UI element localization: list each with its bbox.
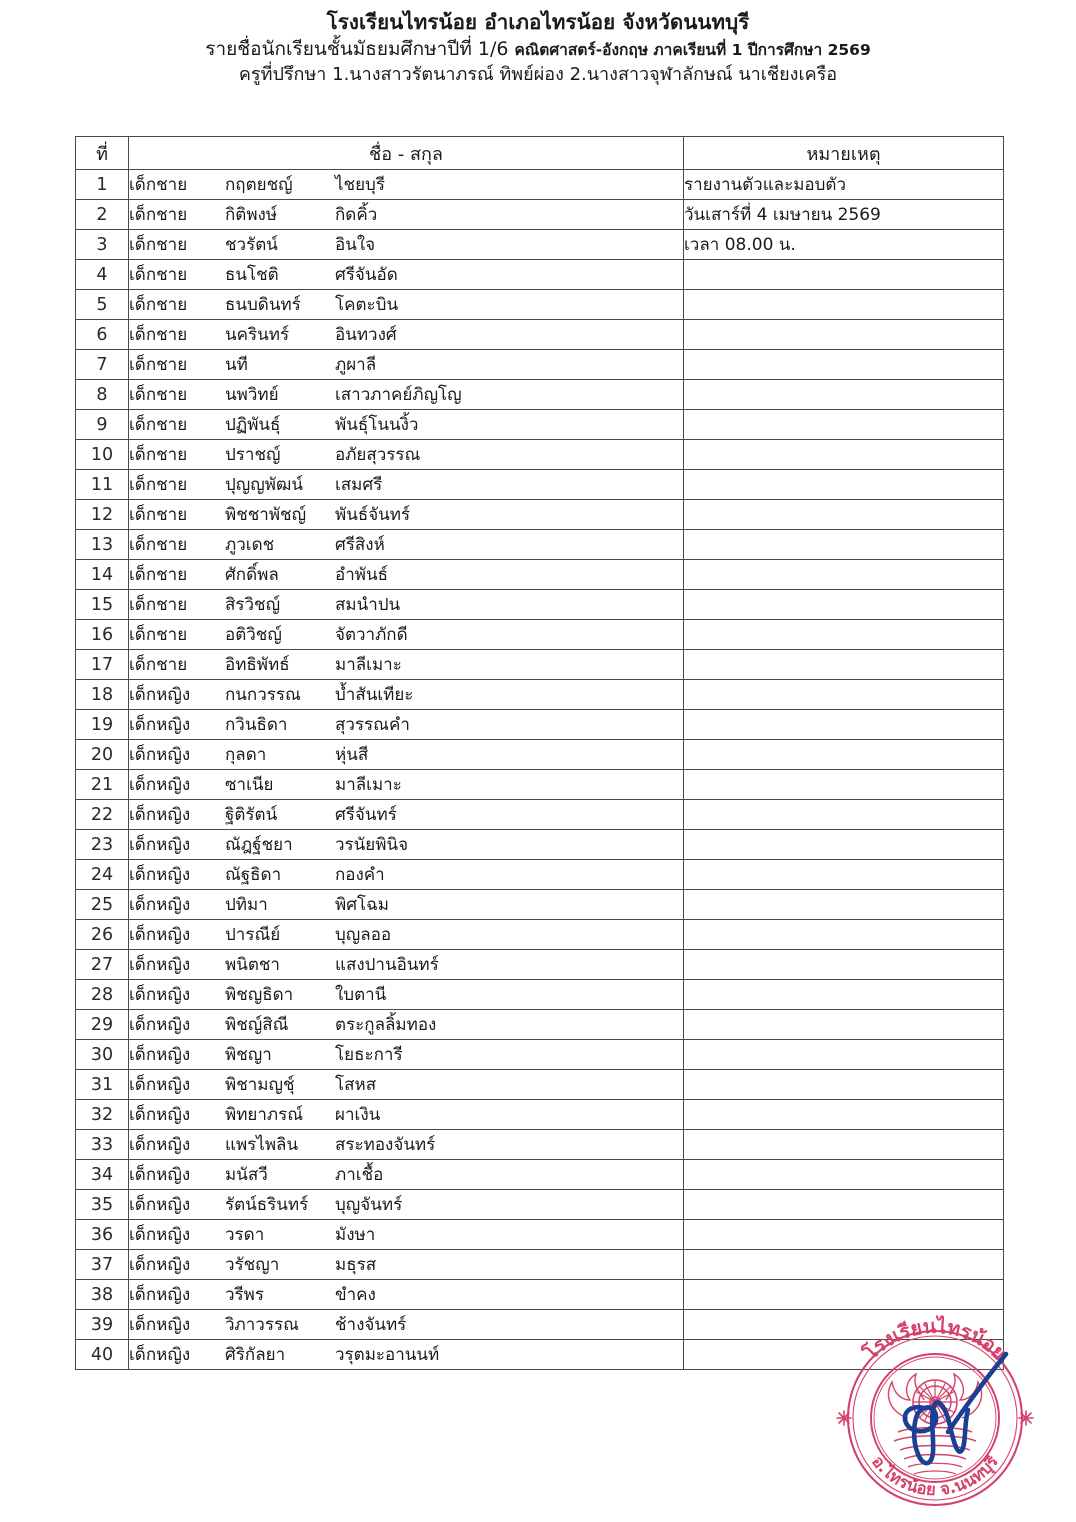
student-given-name: กฤตยชญ์ — [225, 175, 293, 195]
student-given-name: กิติพงษ์ — [225, 205, 278, 225]
table-row — [76, 200, 1004, 230]
cell-student-name — [129, 770, 684, 800]
cell-student-name — [129, 620, 684, 650]
student-prefix: เด็กหญิง — [129, 1195, 191, 1215]
student-prefix: เด็กหญิง — [129, 985, 191, 1005]
cell-note: เวลา 08.00 น. — [684, 230, 1004, 260]
cell-student-number: 12 — [76, 500, 129, 530]
table-row — [76, 260, 1004, 290]
cell-note — [684, 1310, 1004, 1340]
student-surname: มธุรส — [335, 1255, 377, 1275]
table-row — [76, 230, 1004, 260]
cell-student-number: 3 — [76, 230, 129, 260]
student-surname: อินทวงศ์ — [335, 325, 397, 345]
student-surname: วรุตมะอานนท์ — [335, 1345, 440, 1365]
cell-student-name — [129, 1100, 684, 1130]
student-prefix: เด็กชาย — [129, 355, 188, 375]
student-surname: พันธุ์โนนงิ้ว — [335, 415, 419, 435]
student-given-name: ธนบดินทร์ — [225, 295, 301, 315]
cell-student-number: 19 — [76, 710, 129, 740]
student-prefix: เด็กหญิง — [129, 955, 191, 975]
student-prefix: เด็กชาย — [129, 295, 188, 315]
cell-student-name — [129, 890, 684, 920]
student-given-name: นที — [225, 355, 248, 375]
cell-student-number: 34 — [76, 1160, 129, 1190]
cell-note — [684, 1100, 1004, 1130]
table-row — [76, 650, 1004, 680]
student-prefix: เด็กหญิง — [129, 1345, 191, 1365]
cell-student-name — [129, 980, 684, 1010]
cell-student-number: 4 — [76, 260, 129, 290]
cell-student-name — [129, 830, 684, 860]
cell-note — [684, 920, 1004, 950]
cell-student-name — [129, 470, 684, 500]
student-surname: แสงปานอินทร์ — [335, 955, 439, 975]
cell-note — [684, 680, 1004, 710]
table-row — [76, 620, 1004, 650]
student-given-name: ณัฐธิดา — [225, 865, 282, 885]
cell-note — [684, 860, 1004, 890]
cell-student-name — [129, 1160, 684, 1190]
cell-student-name — [129, 1190, 684, 1220]
student-surname: บ้ำสันเทียะ — [335, 685, 414, 705]
cell-note — [684, 1280, 1004, 1310]
cell-student-number: 8 — [76, 380, 129, 410]
student-prefix: เด็กหญิง — [129, 685, 191, 705]
cell-student-number: 13 — [76, 530, 129, 560]
cell-note — [684, 830, 1004, 860]
cell-note — [684, 380, 1004, 410]
table-row — [76, 860, 1004, 890]
class-title-detail: คณิตศาสตร์-อังกฤษ ภาคเรียนที่ 1 ปีการศึกษา 2569 — [514, 40, 871, 59]
student-given-name: แพรไพลิน — [225, 1135, 299, 1155]
student-surname: บุญลออ — [335, 925, 392, 945]
student-given-name: กนกวรรณ — [225, 685, 301, 705]
table-row — [76, 890, 1004, 920]
class-title-main: รายชื่อนักเรียนชั้นมัธยมศึกษาปีที่ 1/6 — [205, 37, 509, 60]
student-given-name: นพวิทย์ — [225, 385, 279, 405]
table-row — [76, 980, 1004, 1010]
cell-note — [684, 710, 1004, 740]
table-row — [76, 920, 1004, 950]
cell-student-number: 39 — [76, 1310, 129, 1340]
student-prefix: เด็กชาย — [129, 445, 188, 465]
student-given-name: ชวรัตน์ — [225, 235, 278, 255]
student-given-name: ปฏิพันธุ์ — [225, 415, 281, 435]
student-surname: กิดคิ้ว — [335, 205, 378, 225]
cell-student-name — [129, 350, 684, 380]
cell-student-name — [129, 1310, 684, 1340]
cell-note — [684, 1010, 1004, 1040]
student-surname: โยธะการี — [335, 1045, 403, 1065]
cell-student-number: 28 — [76, 980, 129, 1010]
student-surname: ภาเชื้อ — [335, 1165, 384, 1185]
cell-note — [684, 890, 1004, 920]
table-row — [76, 560, 1004, 590]
cell-student-name — [129, 290, 684, 320]
cell-student-name — [129, 1250, 684, 1280]
student-given-name: พิทยาภรณ์ — [225, 1105, 304, 1125]
student-prefix: เด็กชาย — [129, 385, 188, 405]
student-given-name: ณัฎฐ์ชยา — [225, 835, 293, 855]
student-given-name: วรัชญา — [225, 1255, 280, 1275]
cell-student-number: 17 — [76, 650, 129, 680]
student-surname: สุวรรณคำ — [335, 715, 410, 735]
cell-student-name — [129, 920, 684, 950]
student-given-name: พิชชาพัชญ์ — [225, 505, 307, 525]
student-surname: ใบตานี — [335, 985, 387, 1005]
table-header — [76, 137, 1004, 170]
student-prefix: เด็กหญิง — [129, 1135, 191, 1155]
table-row — [76, 1340, 1004, 1370]
cell-student-name — [129, 1220, 684, 1250]
student-given-name: วิภาวรรณ — [225, 1315, 299, 1335]
table-row — [76, 830, 1004, 860]
student-prefix: เด็กหญิง — [129, 745, 191, 765]
cell-student-number: 33 — [76, 1130, 129, 1160]
cell-student-number: 18 — [76, 680, 129, 710]
document-header — [0, 12, 1076, 84]
student-surname: เสมศรี — [335, 475, 383, 495]
student-surname: สมนำปน — [335, 595, 401, 615]
table-row — [76, 1190, 1004, 1220]
cell-student-number: 29 — [76, 1010, 129, 1040]
student-surname: ช้างจันทร์ — [335, 1315, 407, 1335]
cell-note: วันเสาร์ที่ 4 เมษายน 2569 — [684, 200, 1004, 230]
seal-top-text: โรงเรียนไทรน้อย — [859, 1314, 1011, 1365]
table-row — [76, 320, 1004, 350]
table-row — [76, 770, 1004, 800]
student-surname: สระทองจันทร์ — [335, 1135, 436, 1155]
student-given-name: พิชญธิดา — [225, 985, 294, 1005]
cell-note — [684, 260, 1004, 290]
cell-student-number: 32 — [76, 1100, 129, 1130]
cell-note — [684, 1250, 1004, 1280]
cell-student-name — [129, 530, 684, 560]
student-prefix: เด็กหญิง — [129, 925, 191, 945]
cell-note — [684, 320, 1004, 350]
student-surname: มาลีเมาะ — [335, 655, 402, 675]
table-row — [76, 500, 1004, 530]
student-prefix: เด็กหญิง — [129, 1225, 191, 1245]
cell-note — [684, 500, 1004, 530]
student-surname: ศรีจันอัด — [335, 265, 398, 285]
cell-student-number: 21 — [76, 770, 129, 800]
cell-note — [684, 950, 1004, 980]
student-given-name: ศักดิ์พล — [225, 565, 279, 585]
cell-student-name — [129, 320, 684, 350]
signature-mark — [905, 1354, 1006, 1463]
table-body — [76, 170, 1004, 1370]
cell-student-number: 37 — [76, 1250, 129, 1280]
student-prefix: เด็กหญิง — [129, 1285, 191, 1305]
cell-student-name — [129, 260, 684, 290]
cell-student-number: 15 — [76, 590, 129, 620]
cell-student-name — [129, 1070, 684, 1100]
cell-student-number: 38 — [76, 1280, 129, 1310]
table-row — [76, 950, 1004, 980]
student-surname: ตระกูลลิ้มทอง — [335, 1015, 437, 1035]
student-surname: ไชยบุรี — [335, 175, 385, 195]
cell-note — [684, 1130, 1004, 1160]
roster-table-container — [75, 136, 1003, 1370]
column-header-name: ชื่อ - สกุล — [129, 137, 684, 170]
cell-note — [684, 1220, 1004, 1250]
cell-student-number: 5 — [76, 290, 129, 320]
cell-note — [684, 980, 1004, 1010]
student-prefix: เด็กหญิง — [129, 1105, 191, 1125]
cell-student-number: 31 — [76, 1070, 129, 1100]
table-row — [76, 710, 1004, 740]
student-prefix: เด็กหญิง — [129, 1315, 191, 1335]
student-surname: เสาวภาคย์ภิญโญ — [335, 385, 462, 405]
cell-note — [684, 1340, 1004, 1370]
cell-student-name — [129, 740, 684, 770]
table-row — [76, 740, 1004, 770]
cell-note — [684, 410, 1004, 440]
table-row — [76, 1070, 1004, 1100]
cell-student-name — [129, 440, 684, 470]
cell-student-number: 26 — [76, 920, 129, 950]
student-prefix: เด็กชาย — [129, 565, 188, 585]
student-surname: อินใจ — [335, 235, 376, 255]
student-given-name: ปุญญพัฒน์ — [225, 475, 303, 495]
cell-student-number: 40 — [76, 1340, 129, 1370]
school-title: โรงเรียนไทรน้อย อำเภอไทรน้อย จังหวัดนนทบุรี — [326, 10, 750, 34]
student-prefix: เด็กหญิง — [129, 895, 191, 915]
student-prefix: เด็กชาย — [129, 535, 188, 555]
cell-student-name — [129, 230, 684, 260]
cell-student-number: 16 — [76, 620, 129, 650]
student-prefix: เด็กชาย — [129, 205, 188, 225]
table-row — [76, 1250, 1004, 1280]
student-given-name: กุลดา — [225, 745, 267, 765]
table-row — [76, 1220, 1004, 1250]
seal-bottom-text: อ.ไทรน้อย จ.นนทบุรี — [868, 1452, 1002, 1500]
student-surname: กองคำ — [335, 865, 385, 885]
student-surname: อภัยสุวรรณ — [335, 445, 421, 465]
table-row — [76, 350, 1004, 380]
student-prefix: เด็กชาย — [129, 175, 188, 195]
student-roster-table — [75, 136, 1004, 1370]
cell-student-name — [129, 1280, 684, 1310]
student-surname: มังษา — [335, 1225, 376, 1245]
table-row — [76, 380, 1004, 410]
student-surname: โสหส — [335, 1075, 377, 1095]
student-prefix: เด็กชาย — [129, 325, 188, 345]
student-surname: ผาเงิน — [335, 1105, 381, 1125]
student-given-name: สิรวิชญ์ — [225, 595, 281, 615]
table-row — [76, 1280, 1004, 1310]
cell-note — [684, 530, 1004, 560]
cell-student-number: 35 — [76, 1190, 129, 1220]
cell-student-number: 24 — [76, 860, 129, 890]
cell-student-name — [129, 950, 684, 980]
student-surname: อำพันธ์ — [335, 565, 388, 585]
student-given-name: ธนโชติ — [225, 265, 279, 285]
cell-student-number: 36 — [76, 1220, 129, 1250]
student-surname: ขำคง — [335, 1285, 376, 1305]
cell-student-name — [129, 650, 684, 680]
student-given-name: ปราชญ์ — [225, 445, 281, 465]
student-prefix: เด็กหญิง — [129, 775, 191, 795]
cell-student-name — [129, 590, 684, 620]
student-given-name: กวินธิดา — [225, 715, 288, 735]
cell-note — [684, 560, 1004, 590]
cell-student-number: 27 — [76, 950, 129, 980]
cell-student-name — [129, 410, 684, 440]
student-given-name: พนิตชา — [225, 955, 280, 975]
student-surname: ศรีสิงห์ — [335, 535, 385, 555]
table-row — [76, 1160, 1004, 1190]
student-surname: ศรีจันทร์ — [335, 805, 397, 825]
cell-note — [684, 1040, 1004, 1070]
column-header-no: ที่ — [76, 137, 129, 170]
cell-student-name — [129, 860, 684, 890]
cell-note — [684, 740, 1004, 770]
student-prefix: เด็กชาย — [129, 475, 188, 495]
cell-note — [684, 590, 1004, 620]
table-row — [76, 470, 1004, 500]
student-given-name: อติวิชญ์ — [225, 625, 282, 645]
class-title — [0, 37, 1076, 60]
cell-student-number: 14 — [76, 560, 129, 590]
cell-note — [684, 350, 1004, 380]
cell-note — [684, 770, 1004, 800]
cell-note — [684, 620, 1004, 650]
cell-student-name — [129, 710, 684, 740]
cell-student-name — [129, 200, 684, 230]
cell-student-number: 7 — [76, 350, 129, 380]
student-prefix: เด็กหญิง — [129, 1045, 191, 1065]
student-given-name: มนัสวี — [225, 1165, 268, 1185]
cell-note — [684, 650, 1004, 680]
cell-student-name — [129, 560, 684, 590]
student-prefix: เด็กชาย — [129, 625, 188, 645]
student-prefix: เด็กหญิง — [129, 805, 191, 825]
cell-note — [684, 1070, 1004, 1100]
student-given-name: ปารณีย์ — [225, 925, 281, 945]
student-given-name: อิทธิพัทธ์ — [225, 655, 290, 675]
student-prefix: เด็กชาย — [129, 505, 188, 525]
student-prefix: เด็กหญิง — [129, 835, 191, 855]
student-prefix: เด็กชาย — [129, 265, 188, 285]
cell-note — [684, 290, 1004, 320]
cell-student-name — [129, 800, 684, 830]
cell-note — [684, 440, 1004, 470]
cell-student-name — [129, 170, 684, 200]
table-row — [76, 680, 1004, 710]
cell-student-number: 25 — [76, 890, 129, 920]
table-row — [76, 590, 1004, 620]
cell-student-name — [129, 680, 684, 710]
cell-student-number: 1 — [76, 170, 129, 200]
table-row — [76, 1310, 1004, 1340]
cell-student-name — [129, 380, 684, 410]
student-prefix: เด็กหญิง — [129, 865, 191, 885]
student-prefix: เด็กหญิง — [129, 1165, 191, 1185]
student-surname: วรนัยพินิจ — [335, 835, 409, 855]
student-given-name: พิชญา — [225, 1045, 272, 1065]
student-prefix: เด็กชาย — [129, 415, 188, 435]
advisor-teachers: ครูที่ปรึกษา 1.นางสาวรัตนาภรณ์ ทิพย์ผ่อง 2.นางสาวจุฬาลักษณ์ นาเชียงเครือ — [238, 63, 838, 85]
cell-student-name — [129, 1010, 684, 1040]
student-given-name: พิชามญชุ์ — [225, 1075, 295, 1095]
student-given-name: นครินทร์ — [225, 325, 290, 345]
student-surname: จัตวาภักดี — [335, 625, 408, 645]
student-given-name: พิชญ์สิณี — [225, 1015, 289, 1035]
cell-note: รายงานตัวและมอบตัว — [684, 170, 1004, 200]
student-given-name: ศิริกัลยา — [225, 1345, 286, 1365]
cell-student-number: 23 — [76, 830, 129, 860]
cell-student-name — [129, 1340, 684, 1370]
student-surname: พิศโฉม — [335, 895, 389, 915]
cell-note — [684, 800, 1004, 830]
student-given-name: ซาเนีย — [225, 775, 274, 795]
student-given-name: รัตน์ธรินทร์ — [225, 1195, 309, 1215]
cell-student-number: 30 — [76, 1040, 129, 1070]
cell-student-number: 2 — [76, 200, 129, 230]
table-row — [76, 530, 1004, 560]
cell-student-number: 6 — [76, 320, 129, 350]
cell-student-name — [129, 1130, 684, 1160]
student-surname: หุ่นสี — [335, 745, 369, 765]
cell-student-name — [129, 500, 684, 530]
student-given-name: วรดา — [225, 1225, 265, 1245]
student-prefix: เด็กหญิง — [129, 1075, 191, 1095]
table-row — [76, 440, 1004, 470]
cell-note — [684, 470, 1004, 500]
student-prefix: เด็กหญิง — [129, 715, 191, 735]
table-row — [76, 1010, 1004, 1040]
student-given-name: ภูวเดช — [225, 535, 275, 555]
student-prefix: เด็กหญิง — [129, 1255, 191, 1275]
cell-note — [684, 1160, 1004, 1190]
student-prefix: เด็กหญิง — [129, 1015, 191, 1035]
student-surname: บุญจันทร์ — [335, 1195, 403, 1215]
student-surname: มาลีเมาะ — [335, 775, 402, 795]
table-row — [76, 410, 1004, 440]
student-surname: พันธ์จันทร์ — [335, 505, 411, 525]
table-row — [76, 170, 1004, 200]
table-row — [76, 1130, 1004, 1160]
table-row — [76, 290, 1004, 320]
table-row — [76, 1040, 1004, 1070]
student-given-name: ฐิติรัตน์ — [225, 805, 278, 825]
student-given-name: ปทิมา — [225, 895, 268, 915]
table-header-row — [76, 137, 1004, 170]
cell-student-number: 9 — [76, 410, 129, 440]
cell-student-number: 20 — [76, 740, 129, 770]
student-surname: โคตะบิน — [335, 295, 399, 315]
cell-student-number: 11 — [76, 470, 129, 500]
student-prefix: เด็กชาย — [129, 655, 188, 675]
student-given-name: วรีพร — [225, 1285, 265, 1305]
student-prefix: เด็กชาย — [129, 235, 188, 255]
table-row — [76, 1100, 1004, 1130]
cell-student-number: 10 — [76, 440, 129, 470]
table-row — [76, 800, 1004, 830]
student-prefix: เด็กชาย — [129, 595, 188, 615]
student-surname: ภูผาลี — [335, 355, 377, 375]
column-header-note: หมายเหตุ — [684, 137, 1004, 170]
cell-student-name — [129, 1040, 684, 1070]
cell-note — [684, 1190, 1004, 1220]
cell-student-number: 22 — [76, 800, 129, 830]
